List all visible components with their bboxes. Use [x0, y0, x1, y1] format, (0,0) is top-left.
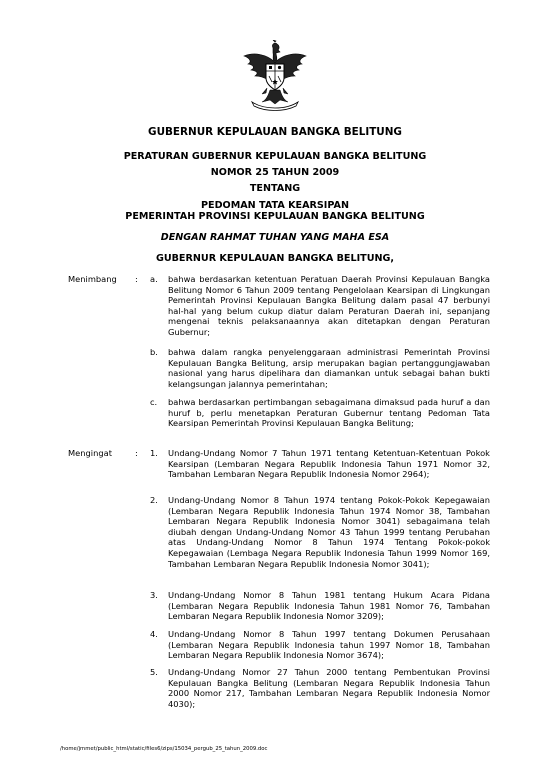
item-text: Undang-Undang Nomor 8 Tahun 1974 tentang Pokok-Pokok Kepegawaian (Lembaran Negara Republik Indonesia Tahun 1974 Nomor 38, Tambahan Lembaran Negara Republik Indonesia Nomor 3041) sebagaimana telah diubah dengan Undang-Undang Nomor 43 Tahun 1999 tentang Perubahan atas Undang-Undang Nomor 8 Tahun 1974 Tentang Pokok-pokok Kepegawaian (Lembaga Negara Republik Indonesia Tahun 1999 Nomor 169, Tambahan Lembaran Negara Republik Indonesia Nomor 3041);: [168, 495, 490, 569]
blessing-line: DENGAN RAHMAT TUHAN YANG MAHA ESA: [160, 232, 390, 243]
item-text: bahwa berdasarkan ketentuan Peratuan Daerah Provinsi Kepulauan Bangka Belitung Nomor 6 Tahun 2009 tentang Pengelolaan Kearsipan di Lingkungan Pemerintah Provinsi Kepulauan Bangka Belitung dalam pasal 47 berbunyi hal-hal yang belum cukup diatur dalam Peraturan Daerah ini, sepanjang mengenai teknis pelaksanaannya akan ditetapkan dengan Peraturan Gubernur;: [168, 274, 490, 337]
mengingat-colon: :: [135, 448, 138, 458]
item-text: bahwa dalam rangka penyelenggaraan administrasi Pemerintah Provinsi Kepulauan Bangka Belitung, arsip merupakan bagian pertanggungjawaban nasional yang harus dipelihara dan diamankan untuk sebagai bahan bukti kelangsungan jalannya pemerintahan;: [168, 347, 490, 389]
item-marker: 3.: [150, 590, 158, 600]
item-marker: 4.: [150, 629, 158, 639]
regulation-number: NOMOR 25 TAHUN 2009: [210, 167, 340, 178]
item-text: Undang-Undang Nomor 27 Tahun 2000 tentang Pembentukan Provinsi Kepulauan Bangka Belitung (Lembaran Negara Republik Indonesia Tahun 2000 Nomor 217, Tambahan Lembaran Negara Republik Indonesia Nomor 4030);: [168, 667, 490, 709]
item-text: Undang-Undang Nomor 8 Tahun 1997 tentang Dokumen Perusahaan (Lembaran Negara Republik Indonesia tahun 1997 Nomor 18, Tambahan Lembaran Negara Republik Indonesia Nomor 3674);: [168, 629, 490, 661]
mengingat-item-2: [150, 495, 490, 569]
mengingat-label: Mengingat: [68, 448, 112, 458]
item-text: Undang-Undang Nomor 7 Tahun 1971 tentang Ketentuan-Ketentuan Pokok Kearsipan (Lembaran Negara Republik Indonesia Tahun 1971 Nomor 32, Tambahan Lembaran Negara Republik Indonesia Nomor 2964);: [168, 448, 490, 480]
item-marker: c.: [150, 397, 158, 407]
regulation-title: PERATURAN GUBERNUR KEPULAUAN BANGKA BELITUNG: [123, 151, 427, 162]
menimbang-colon: :: [135, 274, 138, 284]
menimbang-item-b: [150, 347, 490, 389]
menimbang-label: Menimbang: [68, 274, 117, 284]
mengingat-item-1: [150, 448, 490, 480]
governor-heading: GUBERNUR KEPULAUAN BANGKA BELITUNG: [148, 126, 402, 138]
item-marker: 2.: [150, 495, 158, 505]
item-marker: 1.: [150, 448, 158, 458]
mengingat-item-4: [150, 629, 490, 661]
subject-line-2: PEMERINTAH PROVINSI KEPULAUAN BANGKA BELITUNG: [125, 211, 425, 222]
menimbang-item-c: [150, 397, 490, 429]
item-marker: a.: [150, 274, 158, 284]
subject-line-1: PEDOMAN TATA KEARSIPAN: [201, 200, 349, 211]
garuda-emblem-icon: [240, 40, 310, 112]
mengingat-item-3: [150, 590, 490, 622]
file-path-footer: /home/jmmet/public_html/static/files6/zips/15034_pergub_25_tahun_2009.doc: [60, 746, 268, 752]
item-text: Undang-Undang Nomor 8 Tahun 1981 tentang Hukum Acara Pidana (Lembaran Negara Republik Indonesia Tahun 1981 Nomor 76, Tambahan Lembaran Negara Republik Indonesia Nomor 3209);: [168, 590, 490, 622]
menimbang-item-a: [150, 274, 490, 338]
item-marker: b.: [150, 347, 158, 357]
about-label: TENTANG: [249, 183, 301, 194]
item-marker: 5.: [150, 667, 158, 677]
mengingat-item-5: [150, 667, 490, 709]
item-text: bahwa berdasarkan pertimbangan sebagaimana dimaksud pada huruf a dan huruf b, perlu menetapkan Peraturan Gubernur tentang Pedoman Tata Kearsipan Pemerintah Provinsi Kepulauan Bangka Belitung;: [168, 397, 490, 429]
governor-title: GUBERNUR KEPULAUAN BANGKA BELITUNG,: [155, 253, 395, 264]
